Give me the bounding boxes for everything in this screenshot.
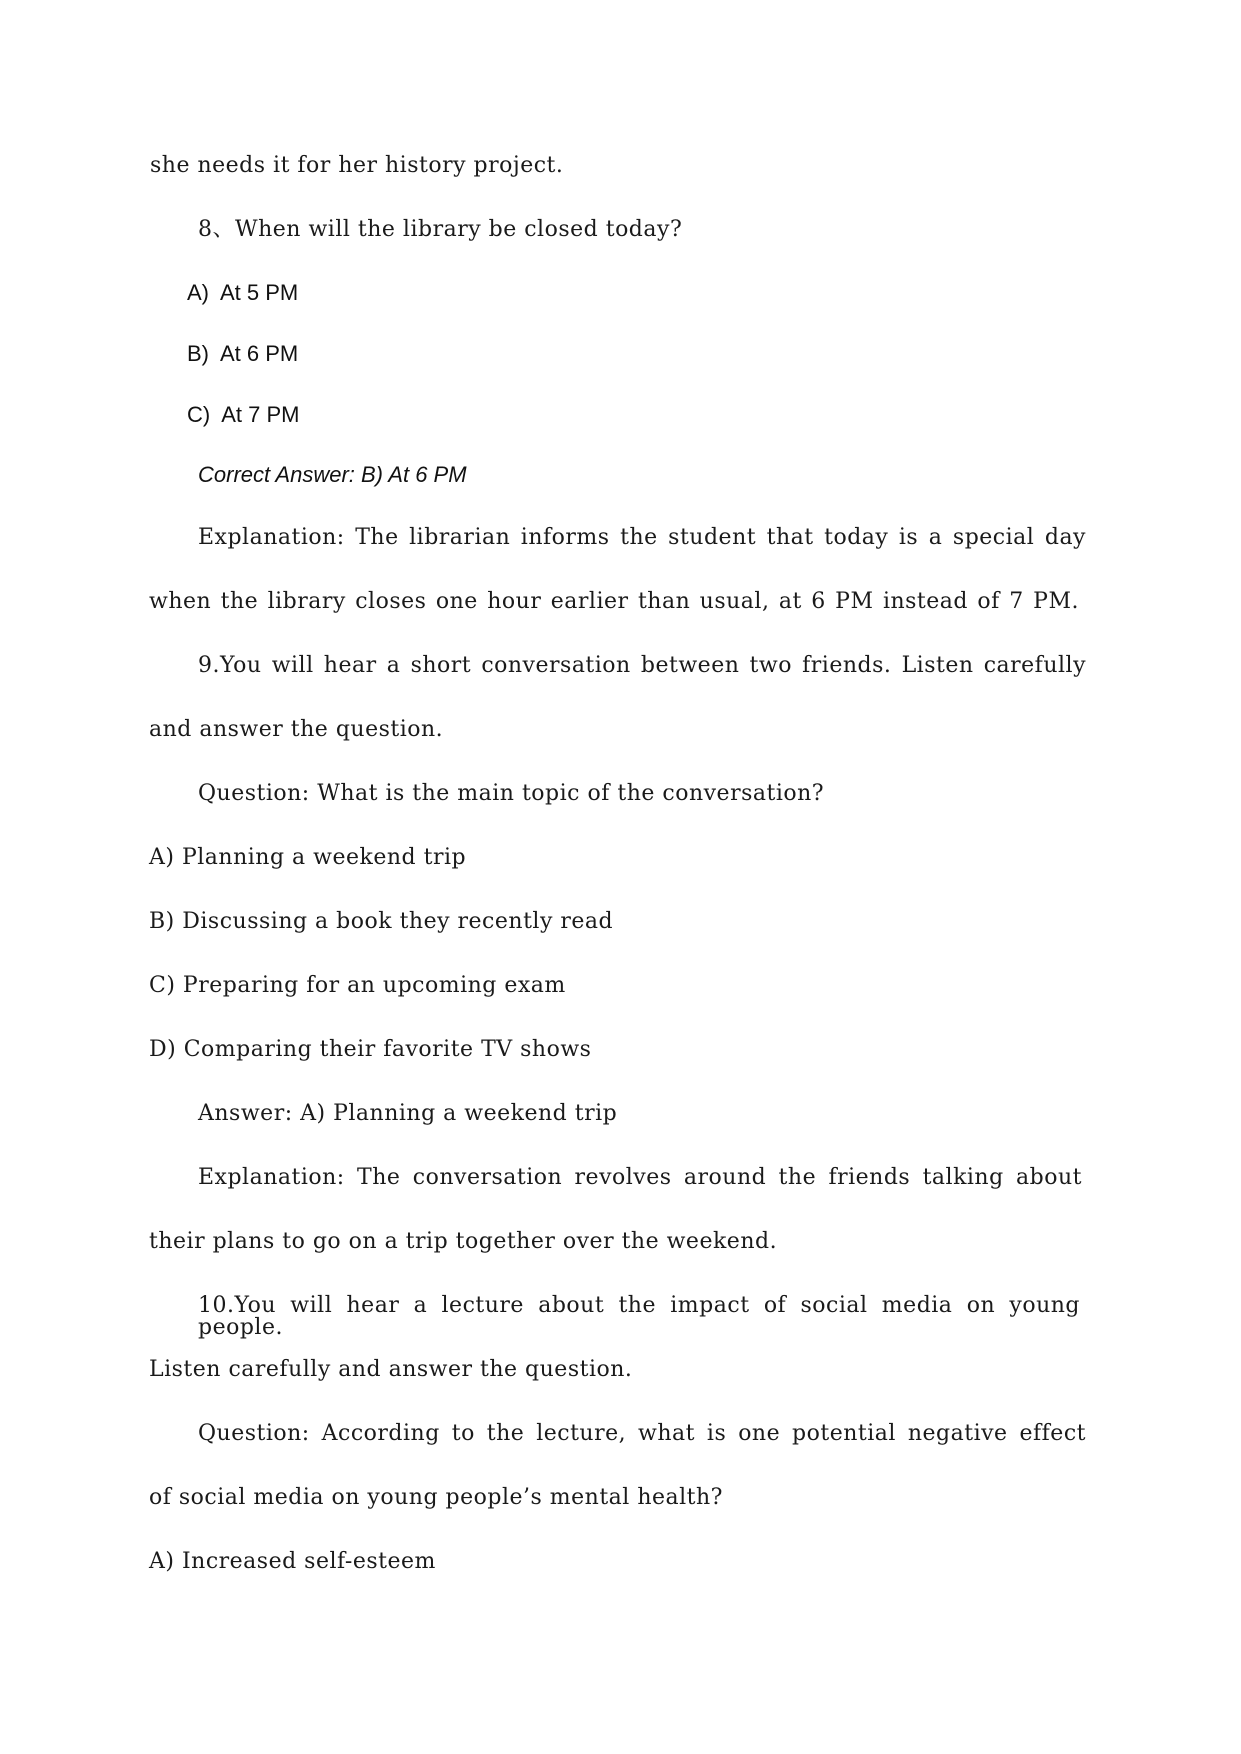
q8-option-c: C) At 7 PM	[187, 402, 300, 427]
q8-correct-answer: Correct Answer: B) At 6 PM	[198, 462, 467, 487]
question-9-question: Question: What is the main topic of the conversation?	[198, 781, 825, 806]
q9-answer: Answer: A) Planning a weekend trip	[198, 1101, 618, 1126]
q9-option-b: B) Discussing a book they recently read	[149, 909, 614, 934]
q9-explanation-line-2: their plans to go on a trip together over the weekend.	[149, 1229, 778, 1254]
q9-explanation-line-1: Explanation: The conversation revolves around the friends talking about	[198, 1165, 1082, 1190]
question-8: 8、When will the library be closed today?	[198, 217, 683, 242]
q9-option-c: C) Preparing for an upcoming exam	[149, 973, 566, 998]
question-10-intro-line-1: 10.You will hear a lecture about the impact of social media on young people.	[198, 1293, 1080, 1340]
question-10-intro-line-2: Listen carefully and answer the question.	[149, 1357, 633, 1382]
q8-explanation-line-1: Explanation: The librarian informs the student that today is a special day	[198, 525, 1086, 550]
question-9-intro-line-1: 9.You will hear a short conversation between two friends. Listen carefully	[198, 653, 1086, 678]
q8-explanation-line-2: when the library closes one hour earlier than usual, at 6 PM instead of 7 PM.	[149, 589, 1079, 614]
question-10-question-line-2: of social media on young people’s mental health?	[149, 1485, 723, 1510]
q9-option-a: A) Planning a weekend trip	[149, 845, 467, 870]
question-10-question-line-1: Question: According to the lecture, what is one potential negative effect	[198, 1421, 1086, 1446]
q9-option-d: D) Comparing their favorite TV shows	[149, 1037, 592, 1062]
text-line: she needs it for her history project.	[150, 153, 564, 178]
question-9-intro-line-2: and answer the question.	[149, 717, 444, 742]
q8-option-b: B) At 6 PM	[187, 341, 299, 366]
q10-option-a: A) Increased self-esteem	[149, 1549, 436, 1574]
q8-option-a: A) At 5 PM	[187, 280, 299, 305]
